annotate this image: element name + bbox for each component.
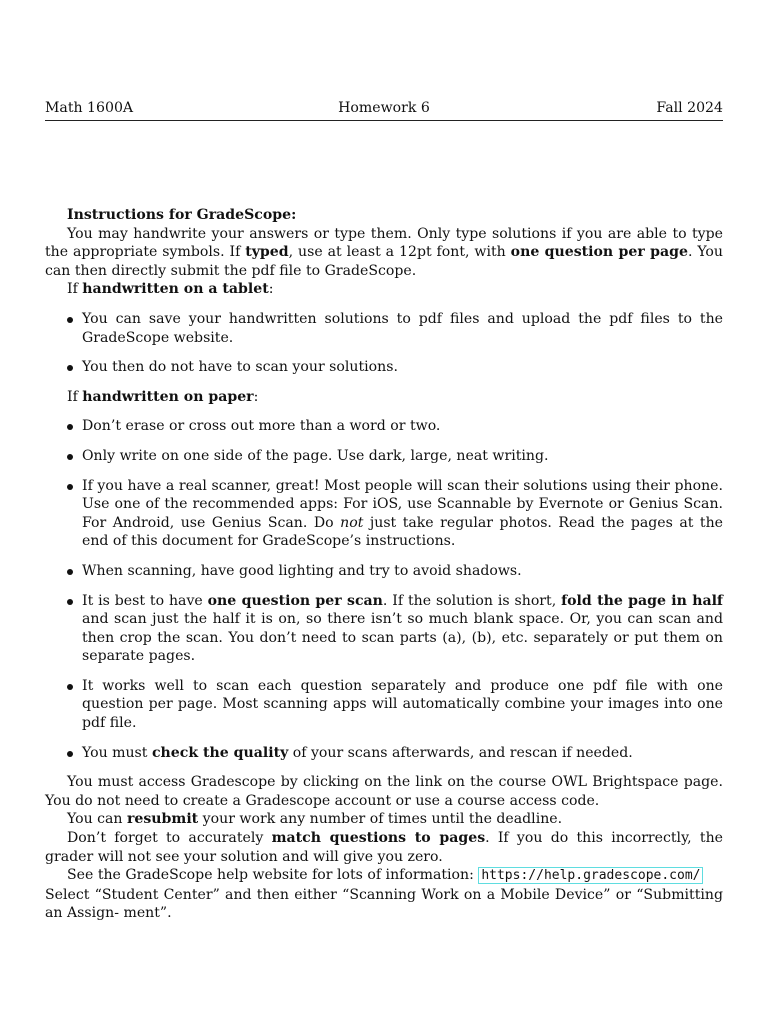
match-paragraph: Don’t forget to accurately match questions to pages. If you do this incorrectly, the grader will not see your solution and will give you zero.	[45, 830, 723, 865]
bullet-icon	[67, 751, 73, 757]
bullet-icon	[67, 569, 73, 575]
term: Fall 2024	[656, 100, 723, 116]
list-item: Only write on one side of the page. Use dark, large, neat writing.	[45, 447, 723, 466]
list-item: Don’t erase or cross out more than a word or two.	[45, 417, 723, 436]
list-item: You then do not have to scan your solutions.	[45, 358, 723, 377]
access-paragraph: You must access Gradescope by clicking on the link on the course OWL Brightspace page. You do not need to create a Gradescope account or use a course access code.	[45, 774, 723, 809]
tablet-heading: If handwritten on a tablet:	[67, 281, 274, 298]
paper-heading: If handwritten on paper:	[67, 388, 259, 405]
page-header	[45, 99, 723, 121]
instructions-title: Instructions for GradeScope:	[67, 207, 297, 223]
paper-list	[45, 417, 723, 762]
tablet-list	[45, 310, 723, 377]
bullet-icon	[67, 599, 73, 605]
help-followup: Select “Student Center” and then either “Scanning Work on a Mobile Device” or “Submitting an Assign- ment”.	[45, 886, 723, 922]
bullet-icon	[67, 424, 73, 430]
list-item: It works well to scan each question separately and produce one pdf file with one question per page. Most scanning apps will automatically combine your images into one pdf file.	[45, 677, 723, 733]
course-name: Math 1600A	[45, 100, 134, 116]
bullet-icon	[67, 365, 73, 371]
gradescope-help-link[interactable]: https://help.gradescope.com/	[478, 867, 703, 884]
bullet-icon	[67, 684, 73, 690]
list-item: You can save your handwritten solutions to pdf files and upload the pdf files to the GradeScope website.	[45, 310, 723, 347]
intro-paragraph: You may handwrite your answers or type them. Only type solutions if you are able to type the appropriate symbols. If typed, use at least a 12pt font, with one question per page. You can then directly submit the pdf file to GradeScope.	[45, 225, 723, 279]
bullet-icon	[67, 454, 73, 460]
bullet-icon	[67, 484, 73, 490]
list-item: If you have a real scanner, great! Most people will scan their solutions using their phone. Use one of the recommended apps: For iOS, use Scannable by Evernote or Genius Scan. For Android, use Genius Scan. Do not just take regular photos. Read the pages at the end of this document for GradeScope’s instructions.	[45, 477, 723, 551]
instructions-section	[45, 206, 723, 923]
assignment-name: Homework 6	[338, 100, 430, 116]
list-item: You must check the quality of your scans afterwards, and rescan if needed.	[45, 744, 723, 763]
bullet-icon	[67, 317, 73, 323]
list-item: When scanning, have good lighting and try to avoid shadows.	[45, 562, 723, 581]
help-paragraph: See the GradeScope help website for lots of information: https://help.gradescope.com/	[45, 866, 723, 886]
list-item: It is best to have one question per scan. If the solution is short, fold the page in half and scan just the half it is on, so there isn’t so much blank space. Or, you can scan and then crop the scan. You don’t need to scan parts (a), (b), etc. separately or put them on separate pages.	[45, 592, 723, 666]
resubmit-paragraph: You can resubmit your work any number of times until the deadline.	[67, 811, 563, 828]
